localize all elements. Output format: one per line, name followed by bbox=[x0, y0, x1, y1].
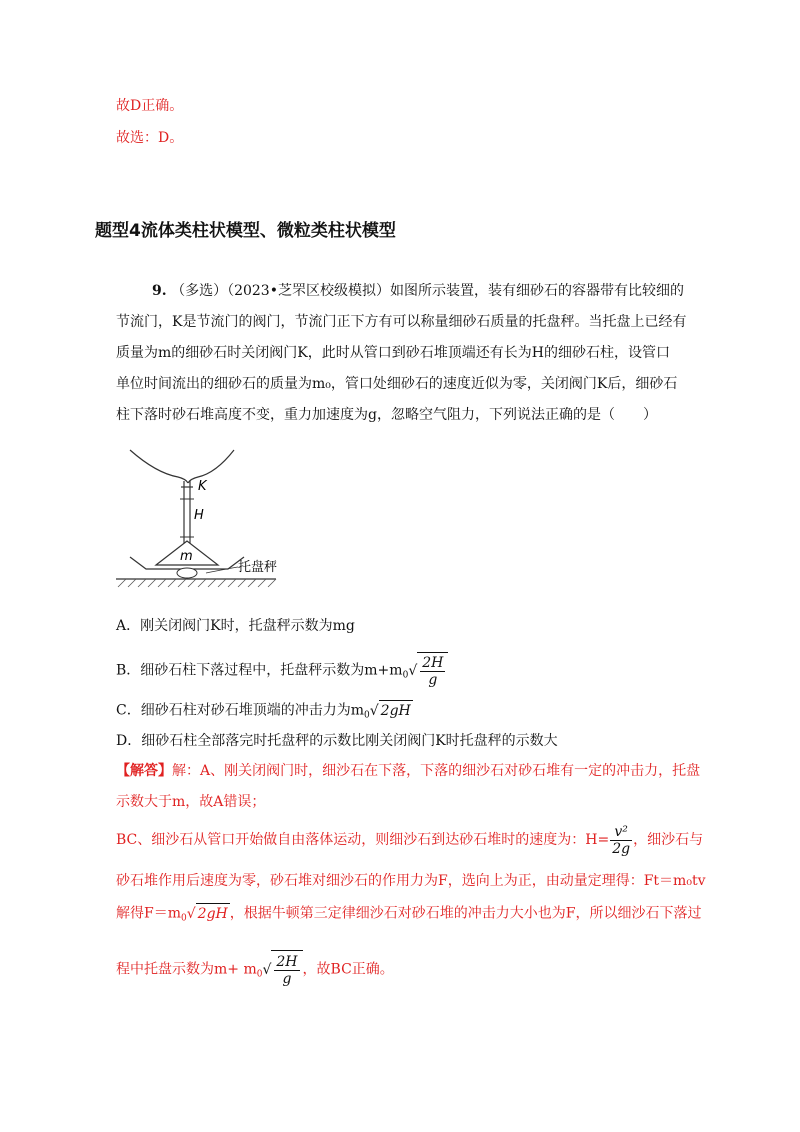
question-line-2: 节流门，K是节流门的阀门，节流门正下方有可以称量细砂石质量的托盘秤。当托盘上已经有 bbox=[116, 314, 687, 330]
answer-line-2: 示数大于m，故A错误； bbox=[116, 794, 266, 810]
apparatus-figure bbox=[116, 445, 296, 605]
ground-hatching bbox=[118, 579, 276, 587]
sqrt-symbol: √ 2gH bbox=[187, 903, 230, 924]
scale-base bbox=[177, 568, 197, 578]
section-title: 题型4流体类柱状模型、微粒类柱状模型 bbox=[95, 221, 396, 241]
option-a: A．刚关闭阀门K时，托盘秤示数为mg bbox=[116, 618, 355, 634]
answer-line-6: 程中托盘示数为$m+ m_0√$ $\frac{2H}{g}$ ，故BC正确。 bbox=[116, 950, 394, 994]
question-line-4: 单位时间流出的细砂石的质量为m₀，管口处细砂石的速度近似为零，关闭阀门K后，细砂石 bbox=[116, 376, 678, 392]
sqrt-symbol: √ $\frac{2H}{g}$ bbox=[262, 950, 302, 989]
sqrt-symbol: √ 2gH bbox=[370, 700, 413, 721]
question-line-1: 9. （多选）（2023•芝罘区校级模拟）如图所示装置，装有细砂石的容器带有比较细的 bbox=[152, 283, 684, 299]
option-d: D．细砂石柱全部落完时托盘秤的示数比刚关闭阀门K时托盘秤的示数大 bbox=[116, 733, 558, 749]
container-left-wall bbox=[130, 450, 188, 483]
prev-conclusion: 故D正确。 bbox=[116, 98, 184, 114]
answer-line-5: 解得$F=m_0√$ 2gH ，根据牛顿第三定律细沙石对砂石堆的冲击力大小也为F，所以细沙石下落过 bbox=[116, 903, 701, 929]
label-m: m bbox=[180, 549, 193, 564]
question-number: 9. bbox=[152, 283, 167, 299]
sqrt-symbol: √ $\frac{2H}{g}$ bbox=[408, 652, 448, 689]
question-line-3: 质量为m的细砂石时关闭阀门K，此时从管口到砂石堆顶端还有长为H的细砂石柱，设管口 bbox=[116, 345, 670, 361]
answer-line-1: 【解答】解：A、刚关闭阀门时，细沙石在下落，下落的细沙石对砂石堆有一定的冲击力，托盘 bbox=[116, 763, 701, 779]
answer-line-3: BC、细沙石从管口开始做自由落体运动，则细沙石到达砂石堆时的速度为：H= $\frac{\text{v²}}{2g}$ ，细沙石与 bbox=[116, 823, 704, 857]
container-right-wall bbox=[188, 450, 234, 483]
label-scale: 托盘秤 bbox=[238, 560, 278, 575]
velocity-fraction: $\frac{\text{v²}}{2g}$ bbox=[612, 823, 631, 857]
label-h: H bbox=[194, 508, 204, 523]
question-line-5: 柱下落时砂石堆高度不变，重力加速度为g，忽略空气阻力，下列说法正确的是（ ） bbox=[116, 407, 657, 423]
option-b: B．细砂石柱下落过程中，托盘秤示数为$m+m_0√$ $\frac{2H}{g}$ bbox=[116, 652, 448, 694]
option-c: C．细砂石柱对砂石堆顶端的冲击力为$m_0√$ 2gH bbox=[116, 700, 413, 726]
scale-pointer-line bbox=[206, 567, 238, 573]
prev-choice: 故选：D。 bbox=[116, 130, 184, 146]
answer-line-4: 砂石堆作用后速度为零，砂石堆对细沙石的作用力为F，选向上为正，由动量定理得：Ft＝m₀tv bbox=[116, 873, 706, 889]
answer-tag: 【解答】 bbox=[116, 763, 172, 779]
label-k: K bbox=[198, 479, 207, 494]
